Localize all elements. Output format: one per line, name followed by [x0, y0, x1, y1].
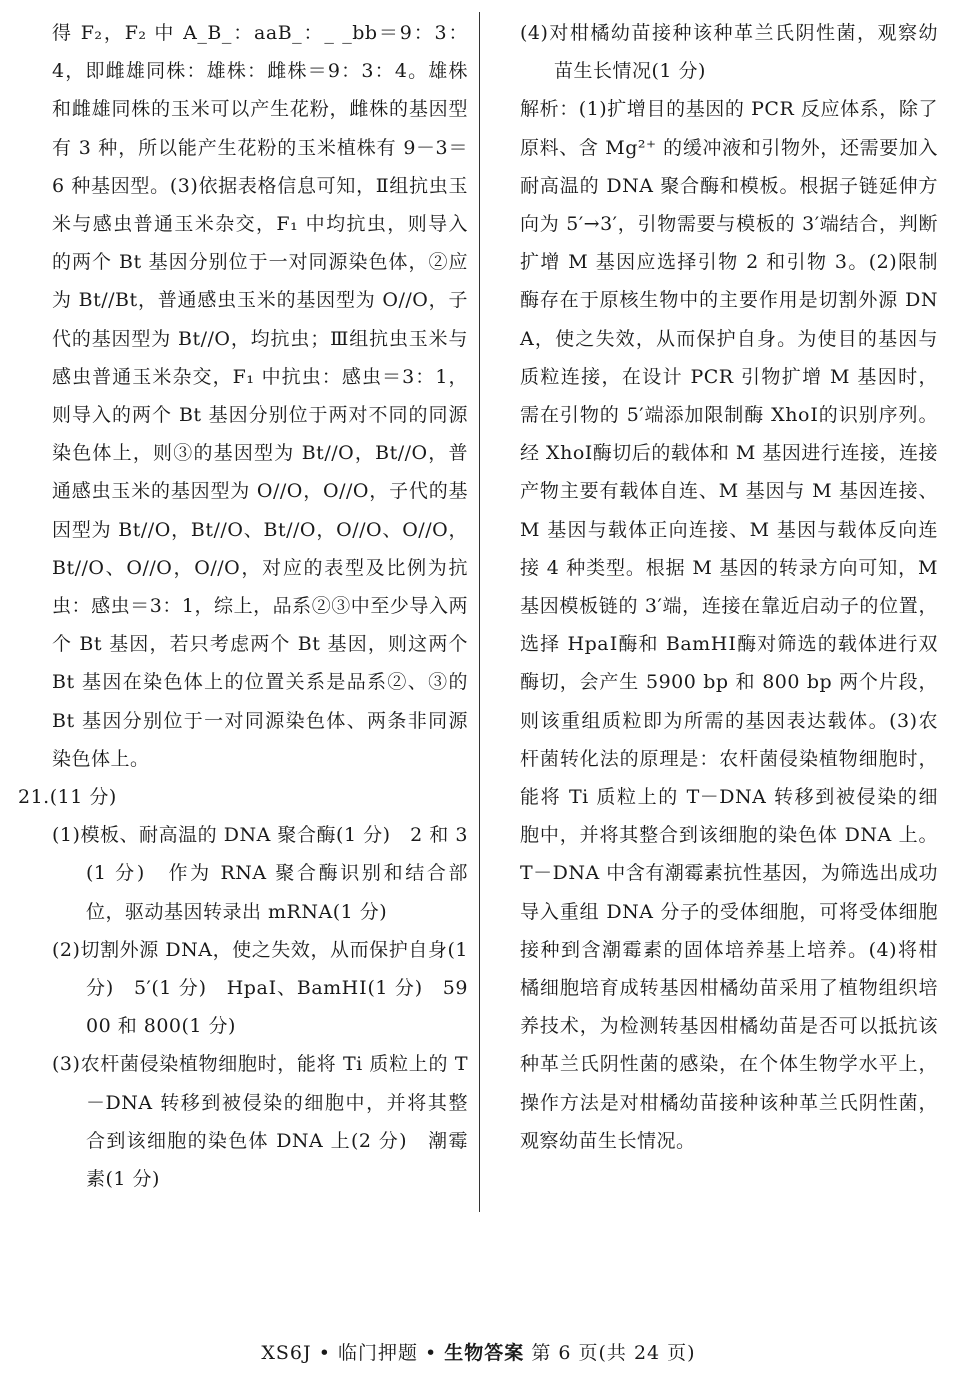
question-21-label: 21.(11 分) [18, 786, 117, 809]
footer-code: XS6J [261, 1342, 312, 1364]
footer-separator: • [318, 1342, 331, 1364]
answer-21-3: (3)农杆菌侵染植物细胞时，能将 Ti 质粒上的 T－DNA 转移到被侵染的细胞中，并将其整合到该细胞的染色体 DNA 上(2 分) 潮霉素(1 分) [52, 1053, 468, 1191]
left-analysis-paragraph: 得 F₂，F₂ 中 A_B_：aaB_：_ _bb＝9：3：4，即雌雄同株：雄株：雌株＝9：3：4。雄株和雌雄同株的玉米可以产生花粉，雌株的基因型有 3 种，所以能产生花粉的玉米植株有 9－3＝6 种基因型。(3)依据表格信息可知，Ⅱ组抗虫玉米与感虫普通玉米杂交，F₁ 中均抗虫，则导入的两个 Bt 基因分别位于一对同源染色体，②应为 Bt//Bt，普通感虫玉米的基因型为 O//O，子代的基因型为 Bt//O，均抗虫；Ⅲ组抗虫玉米与感虫普通玉米杂交，F₁ 中抗虫：感虫＝3：1，则导入的两个 Bt 基因分别位于两对不同的同源染色体上，则③的基因型为 Bt//O，Bt//O，普通感虫玉米的基因型为 O//O，O//O，子代的基因型为 Bt//O，Bt//O、Bt//O，O//O、O//O，Bt//O、O//O，O//O，对应的表型及比例为抗虫：感虫＝3：1，综上，品系②③中至少导入两个 Bt 基因，若只考虑两个 Bt 基因，则这两个 Bt 基因在染色体上的位置关系是品系②、③的 Bt 基因分别位于一对同源染色体、两条非同源染色体上。 [52, 22, 468, 770]
footer-subject: 生物答案 [444, 1342, 525, 1364]
answer-21-1: (1)模板、耐高温的 DNA 聚合酶(1 分) 2 和 3(1 分) 作为 RNA 聚合酶识别和结合部位，驱动基因转录出 mRNA(1 分) [52, 824, 468, 923]
right-column [520, 14, 938, 1160]
footer-page-number: 第 6 页(共 24 页) [531, 1342, 696, 1364]
answer-21-2: (2)切割外源 DNA，使之失效，从而保护自身(1 分) 5′(1 分) HpaⅠ、BamHⅠ(1 分) 5900 和 800(1 分) [52, 938, 468, 1038]
answer-21-4: (4)对柑橘幼苗接种该种革兰氏阴性菌，观察幼苗生长情况(1 分) [520, 22, 938, 83]
analysis-paragraph: 解析：(1)扩增目的基因的 PCR 反应体系，除了原料、含 Mg²⁺ 的缓冲液和引物外，还需要加入耐高温的 DNA 聚合酶和模板。根据子链延伸方向为 5′→3′，引物需要与模板的 3′端结合，判断扩增 M 基因应选择引物 2 和引物 3。(2)限制酶存在于原核生物中的主要作用是切割外源 DNA，使之失效，从而保护自身。为使目的基因与质粒连接，在设计 PCR 引物扩增 M 基因时，需在引物的 5′端添加限制酶 XhoⅠ的识别序列。经 XhoⅠ酶切后的载体和 M 基因进行连接，连接产物主要有载体自连、M 基因与 M 基因连接、M 基因与载体正向连接、M 基因与载体反向连接 4 种类型。根据 M 基因的转录方向可知，M 基因模板链的 3′端，连接在靠近启动子的位置，选择 HpaⅠ酶和 BamHⅠ酶对筛选的载体进行双酶切，会产生 5900 bp 和 800 bp 两个片段，则该重组质粒即为所需的基因表达载体。(3)农杆菌转化法的原理是：农杆菌侵染植物细胞时，能将 Ti 质粒上的 T－DNA 转移到被侵染的细胞中，并将其整合到该细胞的染色体 DNA 上。T－DNA 中含有潮霉素抗性基因，为筛选出成功导入重组 DNA 分子的受体细胞，可将受体细胞接种到含潮霉素的固体培养基上培养。(4)将柑橘细胞培育成转基因柑橘幼苗采用了植物组织培养技术，为检测转基因柑橘幼苗是否可以抵抗该种革兰氏阴性菌的感染，在个体生物学水平上，操作方法是对柑橘幼苗接种该种革兰氏阴性菌，观察幼苗生长情况。 [520, 98, 938, 1152]
footer-title: 临门押题 [337, 1342, 418, 1364]
left-column [18, 14, 468, 1198]
footer-separator: • [425, 1342, 438, 1364]
page-footer [0, 1338, 957, 1365]
column-divider [479, 12, 480, 1212]
